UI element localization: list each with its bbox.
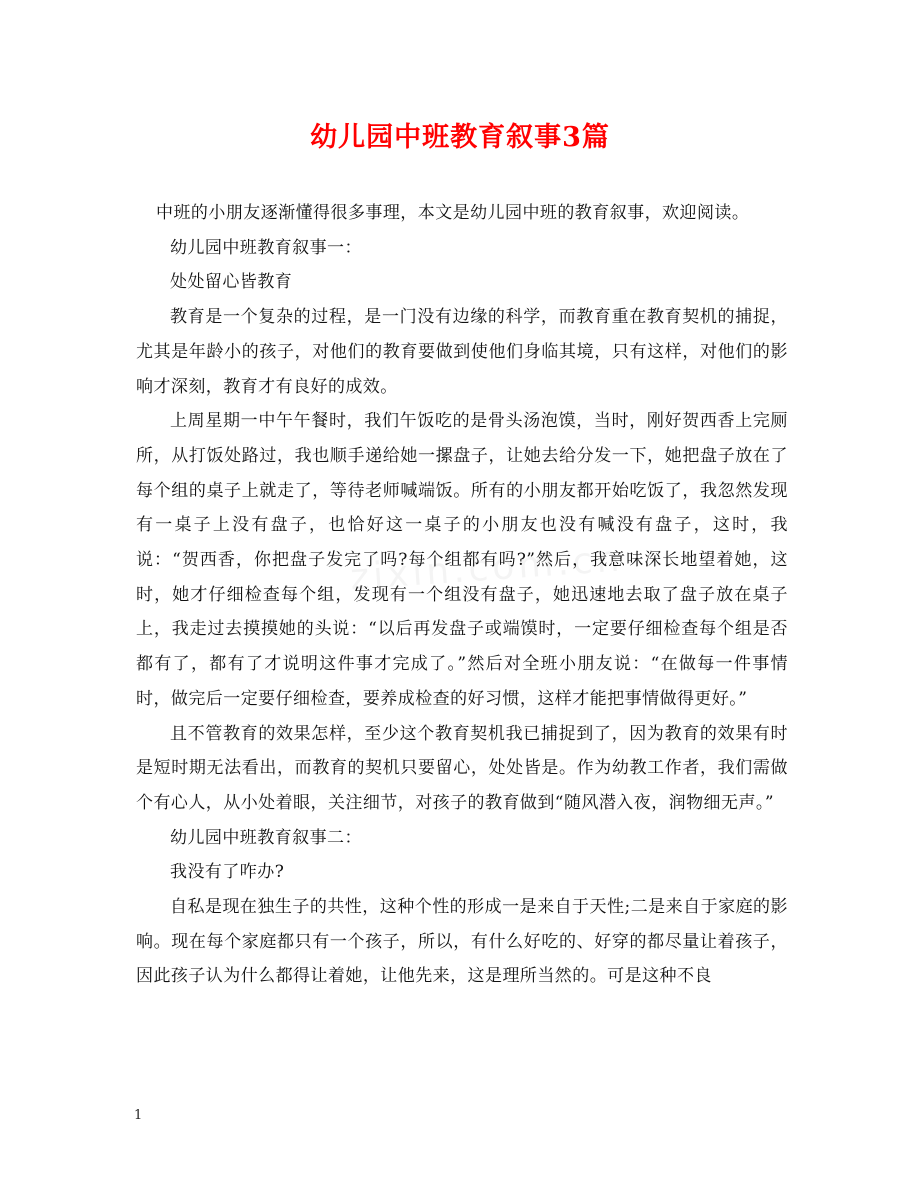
document-title: 幼儿园中班教育叙事3篇 bbox=[310, 122, 610, 153]
story-title-one: 处处留心皆教育 bbox=[170, 272, 293, 293]
body-paragraph: 教育是一个复杂的过程，是一门没有边缘的科学，而教育重在教育契机的捕捉，尤其是年龄小的孩子，对他们的教育要做到使他们身临其境，只有这样，对他们的影响才深刻，教育才有良好的成效。 bbox=[136, 307, 788, 397]
page-number: 1 bbox=[134, 1108, 143, 1123]
body-paragraph: 自私是现在独生子的共性，这种个性的形成一是来自于天性;二是来自于家庭的影响。现在每个家庭都只有一个孩子，所以，有什么好吃的、好穿的都尽量让着孩子，因此孩子认为什么都得让着她，让他先来，这是理所当然的。可是这种不良 bbox=[136, 897, 788, 987]
body-paragraph: 且不管教育的效果怎样，至少这个教育契机我已捕捉到了，因为教育的效果有时是短时期无法看出，而教育的契机只要留心，处处皆是。作为幼教工作者，我们需做个有心人，从小处着眼，关注细节，对孩子的教育做到“随风潜入夜，润物细无声。” bbox=[136, 723, 788, 813]
section-heading-two: 幼儿园中班教育叙事二： bbox=[170, 827, 362, 848]
intro-paragraph: 中班的小朋友逐渐懂得很多事理，本文是幼儿园中班的教育叙事，欢迎阅读。 bbox=[156, 203, 750, 223]
document-body bbox=[136, 196, 788, 994]
story-title-two: 我没有了咋办? bbox=[170, 862, 285, 883]
section-heading-one: 幼儿园中班教育叙事一： bbox=[170, 237, 362, 258]
body-paragraph: 上周星期一中午午餐时，我们午饭吃的是骨头汤泡馍，当时，刚好贺西香上完厕所，从打饭处路过，我也顺手递给她一摞盘子，让她去给分发一下，她把盘子放在了每个组的桌子上就走了，等待老师喊端饭。所有的小朋友都开始吃饭了，我忽然发现有一桌子上没有盘子，也恰好这一桌子的小朋友也没有喊没有盘子，这时，我说：“贺西香，你把盘子发完了吗?每个组都有吗?”然后，我意味深长地望着她，这时，她才仔细检查每个组，发现有一个组没有盘子，她迅速地去取了盘子放在桌子上，我走过去摸摸她的头说：“以后再发盘子或端馍时，一定要仔细检查每个组是否都有了，都有了才说明这件事才完成了。”然后对全班小朋友说：“在做每一件事情时，做完后一定要仔细检查，要养成检查的好习惯，这样才能把事情做得更好。” bbox=[136, 411, 788, 709]
